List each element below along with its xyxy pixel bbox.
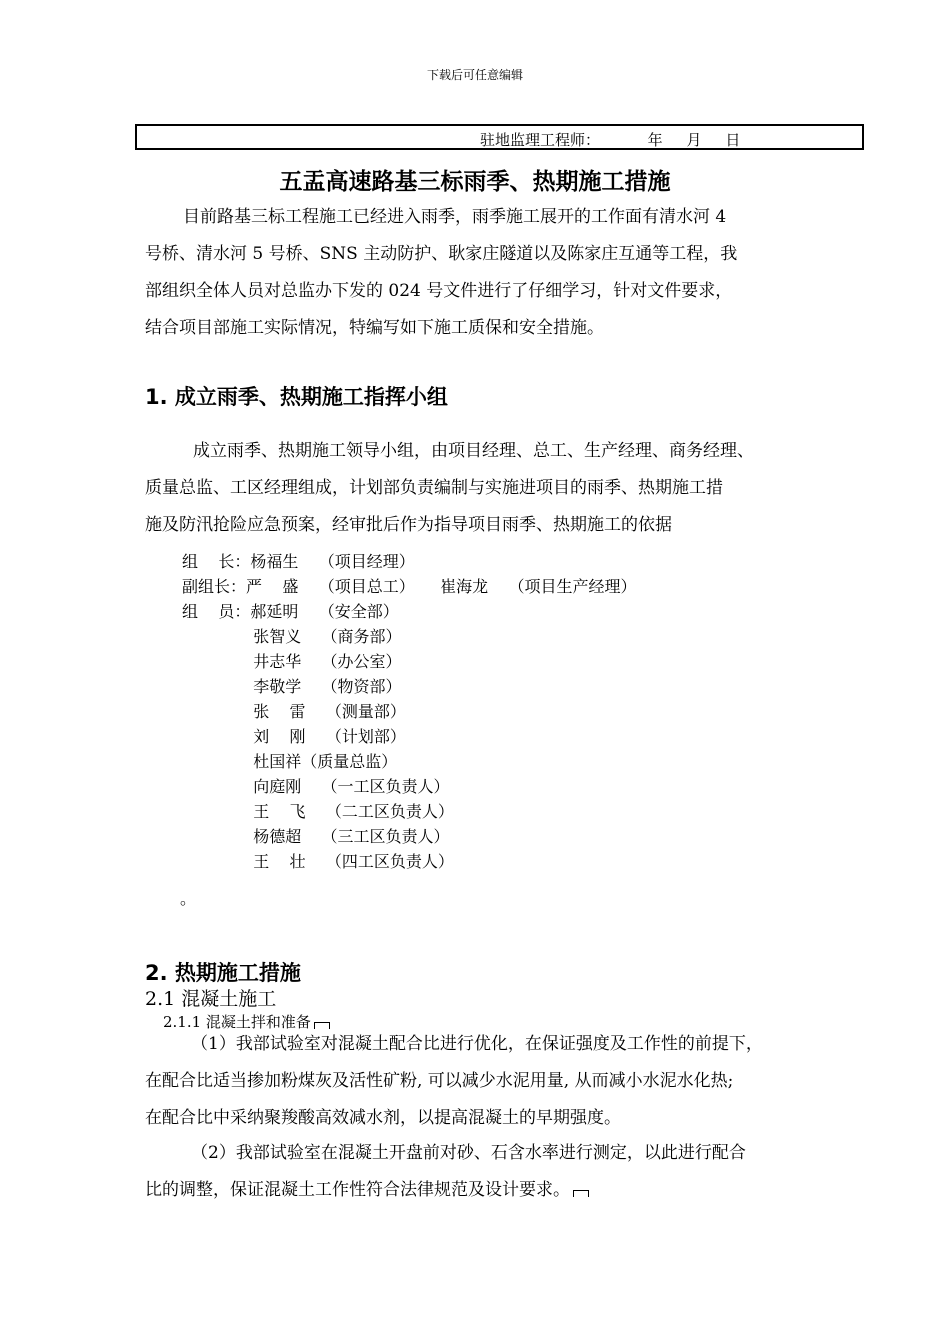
section2-line: （1）我部试验室对混凝土配合比进行优化，在保证强度及工作性的前提下，: [191, 1034, 763, 1054]
member-row: 李敬学 （物资部）: [182, 677, 402, 696]
section2-heading: 2. 热期施工措施: [145, 961, 301, 985]
intro-line: 结合项目部施工实际情况，特编写如下施工质保和安全措施。: [145, 318, 604, 338]
section1-line: 成立雨季、热期施工领导小组，由项目经理、总工、生产经理、商务经理、: [193, 441, 754, 461]
trailing-mark: 。: [180, 889, 197, 908]
document-title: 五盂高速路基三标雨季、热期施工措施: [279, 168, 671, 195]
section2-line-text: 比的调整，保证混凝土工作性符合法律规范及设计要求。: [145, 1180, 570, 1200]
member-row: 副组长：严 盛 （项目总工） 崔海龙 （项目生产经理）: [182, 577, 637, 596]
section2-line: 在配合比中采纳聚羧酸高效减水剂，以提高混凝土的早期强度。: [145, 1108, 621, 1128]
member-row: 王 飞 （二工区负责人）: [182, 802, 454, 821]
supervisor-line: 驻地监理工程师： 年 月 日: [480, 131, 741, 149]
member-row: 张 雷 （测量部）: [182, 702, 406, 721]
intro-line: 号桥、清水河 5 号桥、SNS 主动防护、耿家庄隧道以及陈家庄互通等工程，我: [145, 244, 738, 264]
intro-paragraph: [145, 199, 825, 347]
member-row: 向庭刚 （一工区负责人）: [182, 777, 450, 796]
section1-paragraph: [145, 433, 825, 544]
section2-paragraph-2: [145, 1135, 825, 1209]
section2-paragraph-1: [145, 1026, 825, 1137]
member-row: 刘 刚 （计划部）: [182, 727, 406, 746]
section2-line: 在配合比适当掺加粉煤灰及活性矿粉, 可以减少水泥用量, 从而减小水泥水化热;: [145, 1071, 734, 1091]
member-row: 井志华 （办公室）: [182, 652, 402, 671]
section2-line: （2）我部试验室在混凝土开盘前对砂、石含水率进行测定，以此进行配合: [191, 1143, 746, 1163]
section1-heading: 1. 成立雨季、热期施工指挥小组: [145, 385, 448, 409]
header-note: 下载后可任意编辑: [426, 68, 523, 82]
paragraph-mark-icon: [573, 1190, 589, 1197]
member-row: 组 长：杨福生 （项目经理）: [182, 552, 415, 571]
intro-line: 部组织全体人员对总监办下发的 024 号文件进行了仔细学习，针对文件要求，: [145, 281, 733, 301]
member-row: 杜国祥（质量总监）: [182, 752, 398, 771]
member-row: 王 壮 （四工区负责人）: [182, 852, 454, 871]
section2-line: [145, 1172, 825, 1209]
member-row: 组 员：郝延明 （安全部）: [182, 602, 399, 621]
section1-line: 质量总监、工区经理组成，计划部负责编制与实施进项目的雨季、热期施工措: [145, 478, 723, 498]
subsection-heading: 2.1 混凝土施工: [145, 988, 277, 1010]
member-row: 杨德超 （三工区负责人）: [182, 827, 450, 846]
subsubsection-label: 2.1.1 混凝土拌和准备: [163, 1013, 311, 1031]
member-row: 张智义 （商务部）: [182, 627, 402, 646]
intro-line: 目前路基三标工程施工已经进入雨季，雨季施工展开的工作面有清水河 4: [183, 207, 727, 227]
section1-line: 施及防汛抢险应急预案，经审批后作为指导项目雨季、热期施工的依据: [145, 515, 672, 535]
